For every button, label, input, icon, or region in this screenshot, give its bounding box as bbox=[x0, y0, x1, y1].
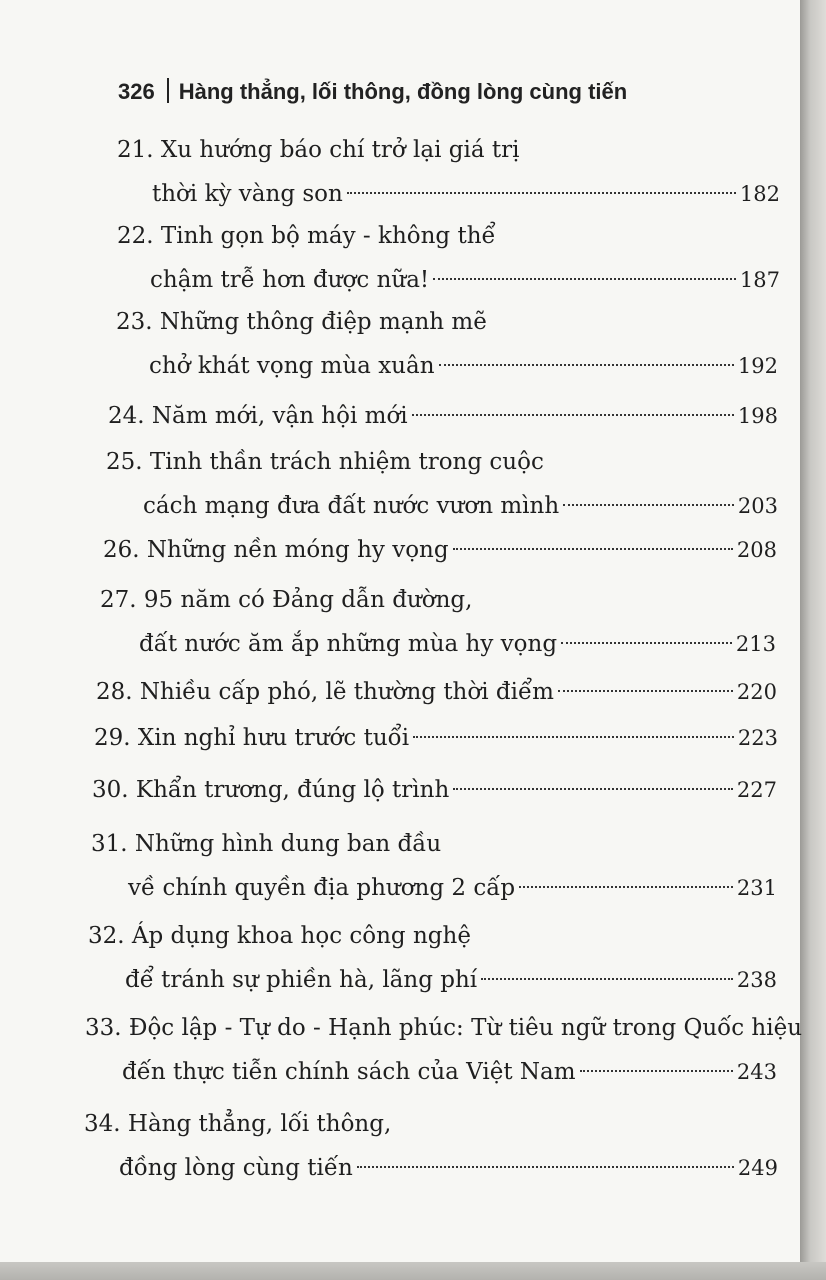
toc-entry-title-continued: về chính quyền địa phương 2 cấp bbox=[128, 875, 516, 901]
dot-leader bbox=[347, 192, 736, 194]
toc-entry-title: 26. Những nền móng hy vọng bbox=[103, 537, 449, 563]
toc-entry-title: 24. Năm mới, vận hội mới bbox=[108, 403, 408, 429]
toc-entry-page-number: 208 bbox=[736, 538, 777, 562]
dot-leader bbox=[580, 1070, 733, 1072]
toc-entry bbox=[0, 128, 800, 216]
toc-entry-title: 30. Khẩn trương, đúng lộ trình bbox=[92, 777, 450, 803]
toc-entry-page-number: 243 bbox=[736, 1060, 777, 1084]
toc-entry bbox=[0, 670, 800, 714]
toc-entry bbox=[0, 300, 800, 388]
toc-entry-title: 21. Xu hướng báo chí trở lại giá trị bbox=[117, 137, 520, 163]
toc-entry bbox=[0, 822, 800, 910]
toc-entry-page-number: 187 bbox=[739, 268, 780, 292]
toc-entry-title: 32. Áp dụng khoa học công nghệ bbox=[88, 923, 471, 949]
toc-entry-page-number: 203 bbox=[737, 494, 778, 518]
toc-entry bbox=[0, 768, 800, 812]
toc-entry-title-continued: đến thực tiễn chính sách của Việt Nam bbox=[122, 1059, 576, 1085]
toc-entry-page-number: 182 bbox=[739, 182, 780, 206]
dot-leader bbox=[439, 364, 734, 366]
dot-leader bbox=[357, 1166, 734, 1168]
dot-leader bbox=[412, 414, 734, 416]
toc-entry-title: 28. Nhiều cấp phó, lẽ thường thời điểm bbox=[96, 679, 554, 705]
dot-leader bbox=[563, 504, 734, 506]
toc-entry-title: 31. Những hình dung ban đầu bbox=[91, 831, 442, 857]
dot-leader bbox=[453, 548, 733, 550]
toc-entry bbox=[0, 1102, 800, 1190]
dot-leader bbox=[561, 642, 732, 644]
page-stack-edge bbox=[800, 0, 826, 1280]
header-page-number: 326 bbox=[118, 79, 155, 104]
toc-entry-page-number: 249 bbox=[737, 1156, 778, 1180]
toc-entry-title-continued: đồng lòng cùng tiến bbox=[119, 1155, 353, 1181]
toc-entry bbox=[0, 1006, 803, 1094]
toc-entry-page-number: 220 bbox=[736, 680, 777, 704]
toc-entry bbox=[0, 914, 800, 1002]
toc-entry-title-continued: đất nước ăm ắp những mùa hy vọng bbox=[139, 631, 558, 657]
toc-entry-title: 23. Những thông điệp mạnh mẽ bbox=[116, 309, 487, 335]
toc-entry-title-continued: thời kỳ vàng son bbox=[152, 181, 343, 207]
toc-entry bbox=[0, 716, 800, 760]
toc-entry bbox=[0, 214, 800, 302]
toc-entry-page-number: 231 bbox=[736, 876, 777, 900]
dot-leader bbox=[453, 788, 733, 790]
toc-entry bbox=[0, 394, 800, 438]
dot-leader bbox=[519, 886, 733, 888]
toc-entry bbox=[0, 578, 800, 666]
toc-entry-title: 22. Tinh gọn bộ máy - không thể bbox=[117, 223, 496, 249]
toc-entry-title: 27. 95 năm có Đảng dẫn đường, bbox=[100, 587, 473, 613]
toc-entry bbox=[0, 528, 800, 572]
toc-entry-title: 33. Độc lập - Tự do - Hạnh phúc: Từ tiêu ngữ trong Quốc hiệu bbox=[85, 1015, 803, 1041]
toc-entry-title: 25. Tinh thần trách nhiệm trong cuộc bbox=[106, 449, 544, 475]
toc-entry bbox=[0, 440, 800, 528]
toc-entry-title: 34. Hàng thẳng, lối thông, bbox=[84, 1111, 392, 1137]
toc-entry-title-continued: để tránh sự phiền hà, lãng phí bbox=[125, 967, 478, 993]
toc-entry-page-number: 198 bbox=[737, 404, 778, 428]
toc-entry-page-number: 192 bbox=[737, 354, 778, 378]
toc-entry-page-number: 238 bbox=[736, 968, 777, 992]
toc-entry-title: 29. Xin nghỉ hưu trước tuổi bbox=[94, 725, 410, 751]
dot-leader bbox=[433, 278, 736, 280]
toc-entry-page-number: 223 bbox=[737, 726, 778, 750]
toc-entry-title-continued: cách mạng đưa đất nước vươn mình bbox=[143, 493, 560, 519]
toc-entry-page-number: 227 bbox=[736, 778, 777, 802]
header-book-title: Hàng thẳng, lối thông, đồng lòng cùng tiến bbox=[178, 79, 628, 104]
toc-entry-title-continued: chậm trễ hơn được nữa! bbox=[150, 267, 430, 293]
dot-leader bbox=[558, 690, 733, 692]
dot-leader bbox=[413, 736, 734, 738]
page-bottom-edge bbox=[0, 1262, 826, 1280]
toc-entry-title-continued: chở khát vọng mùa xuân bbox=[149, 353, 435, 379]
dot-leader bbox=[481, 978, 733, 980]
toc-entry-page-number: 213 bbox=[735, 632, 776, 656]
